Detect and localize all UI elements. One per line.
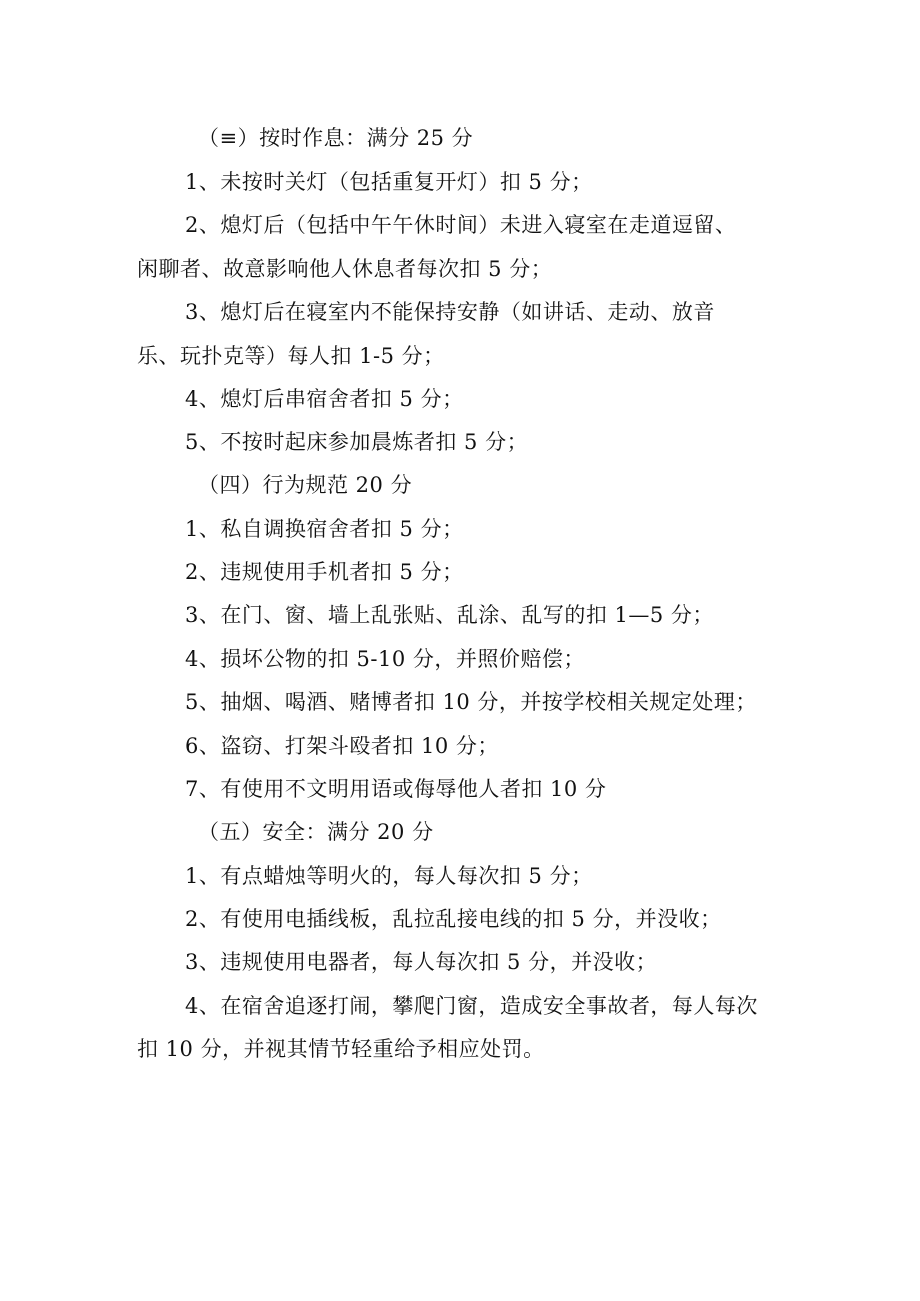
rule-item: 4、损坏公物的扣 5-10 分，并照价赔偿； bbox=[185, 647, 585, 671]
rule-item: 1、未按时关灯（包括重复开灯）扣 5 分； bbox=[185, 170, 593, 194]
rule-item: 4、在宿舍追逐打闹，攀爬门窗，造成安全事故者，每人每次 bbox=[185, 994, 758, 1018]
rule-item: 5、抽烟、喝酒、赌博者扣 10 分，并按学校相关规定处理； bbox=[185, 690, 757, 714]
rule-item: 2、有使用电插线板，乱拉乱接电线的扣 5 分，并没收； bbox=[185, 907, 722, 931]
rule-item: 2、违规使用手机者扣 5 分； bbox=[185, 560, 464, 584]
rule-item: 7、有使用不文明用语或侮辱他人者扣 10 分 bbox=[185, 777, 607, 801]
section-heading-4: （四）行为规范 20 分 bbox=[198, 473, 413, 497]
rule-item: 3、在门、窗、墙上乱张贴、乱涂、乱写的扣 1—5 分； bbox=[185, 603, 714, 627]
section-heading-5: （五）安全：满分 20 分 bbox=[198, 820, 434, 844]
rule-item: 1、有点蜡烛等明火的，每人每次扣 5 分； bbox=[185, 864, 593, 888]
rule-item-continuation: 扣 10 分，并视其情节轻重给予相应处罚。 bbox=[137, 1037, 545, 1061]
rule-item: 1、私自调换宿舍者扣 5 分； bbox=[185, 517, 464, 541]
rule-item: 6、盗窃、打架斗殴者扣 10 分； bbox=[185, 734, 499, 758]
rule-item-continuation: 乐、玩扑克等）每人扣 1-5 分； bbox=[137, 344, 445, 368]
rule-item: 5、不按时起床参加晨炼者扣 5 分； bbox=[185, 430, 529, 454]
section-heading-3: （≡）按时作息：满分 25 分 bbox=[198, 126, 474, 150]
rule-item: 4、熄灯后串宿舍者扣 5 分； bbox=[185, 387, 464, 411]
rule-item: 2、熄灯后（包括中午午休时间）未进入寝室在走道逗留、 bbox=[185, 213, 737, 237]
rule-item: 3、违规使用电器者，每人每次扣 5 分，并没收； bbox=[185, 950, 658, 974]
rule-item: 3、熄灯后在寝室内不能保持安静（如讲话、走动、放音 bbox=[185, 300, 715, 324]
rule-item-continuation: 闲聊者、故意影响他人休息者每次扣 5 分； bbox=[137, 257, 553, 281]
